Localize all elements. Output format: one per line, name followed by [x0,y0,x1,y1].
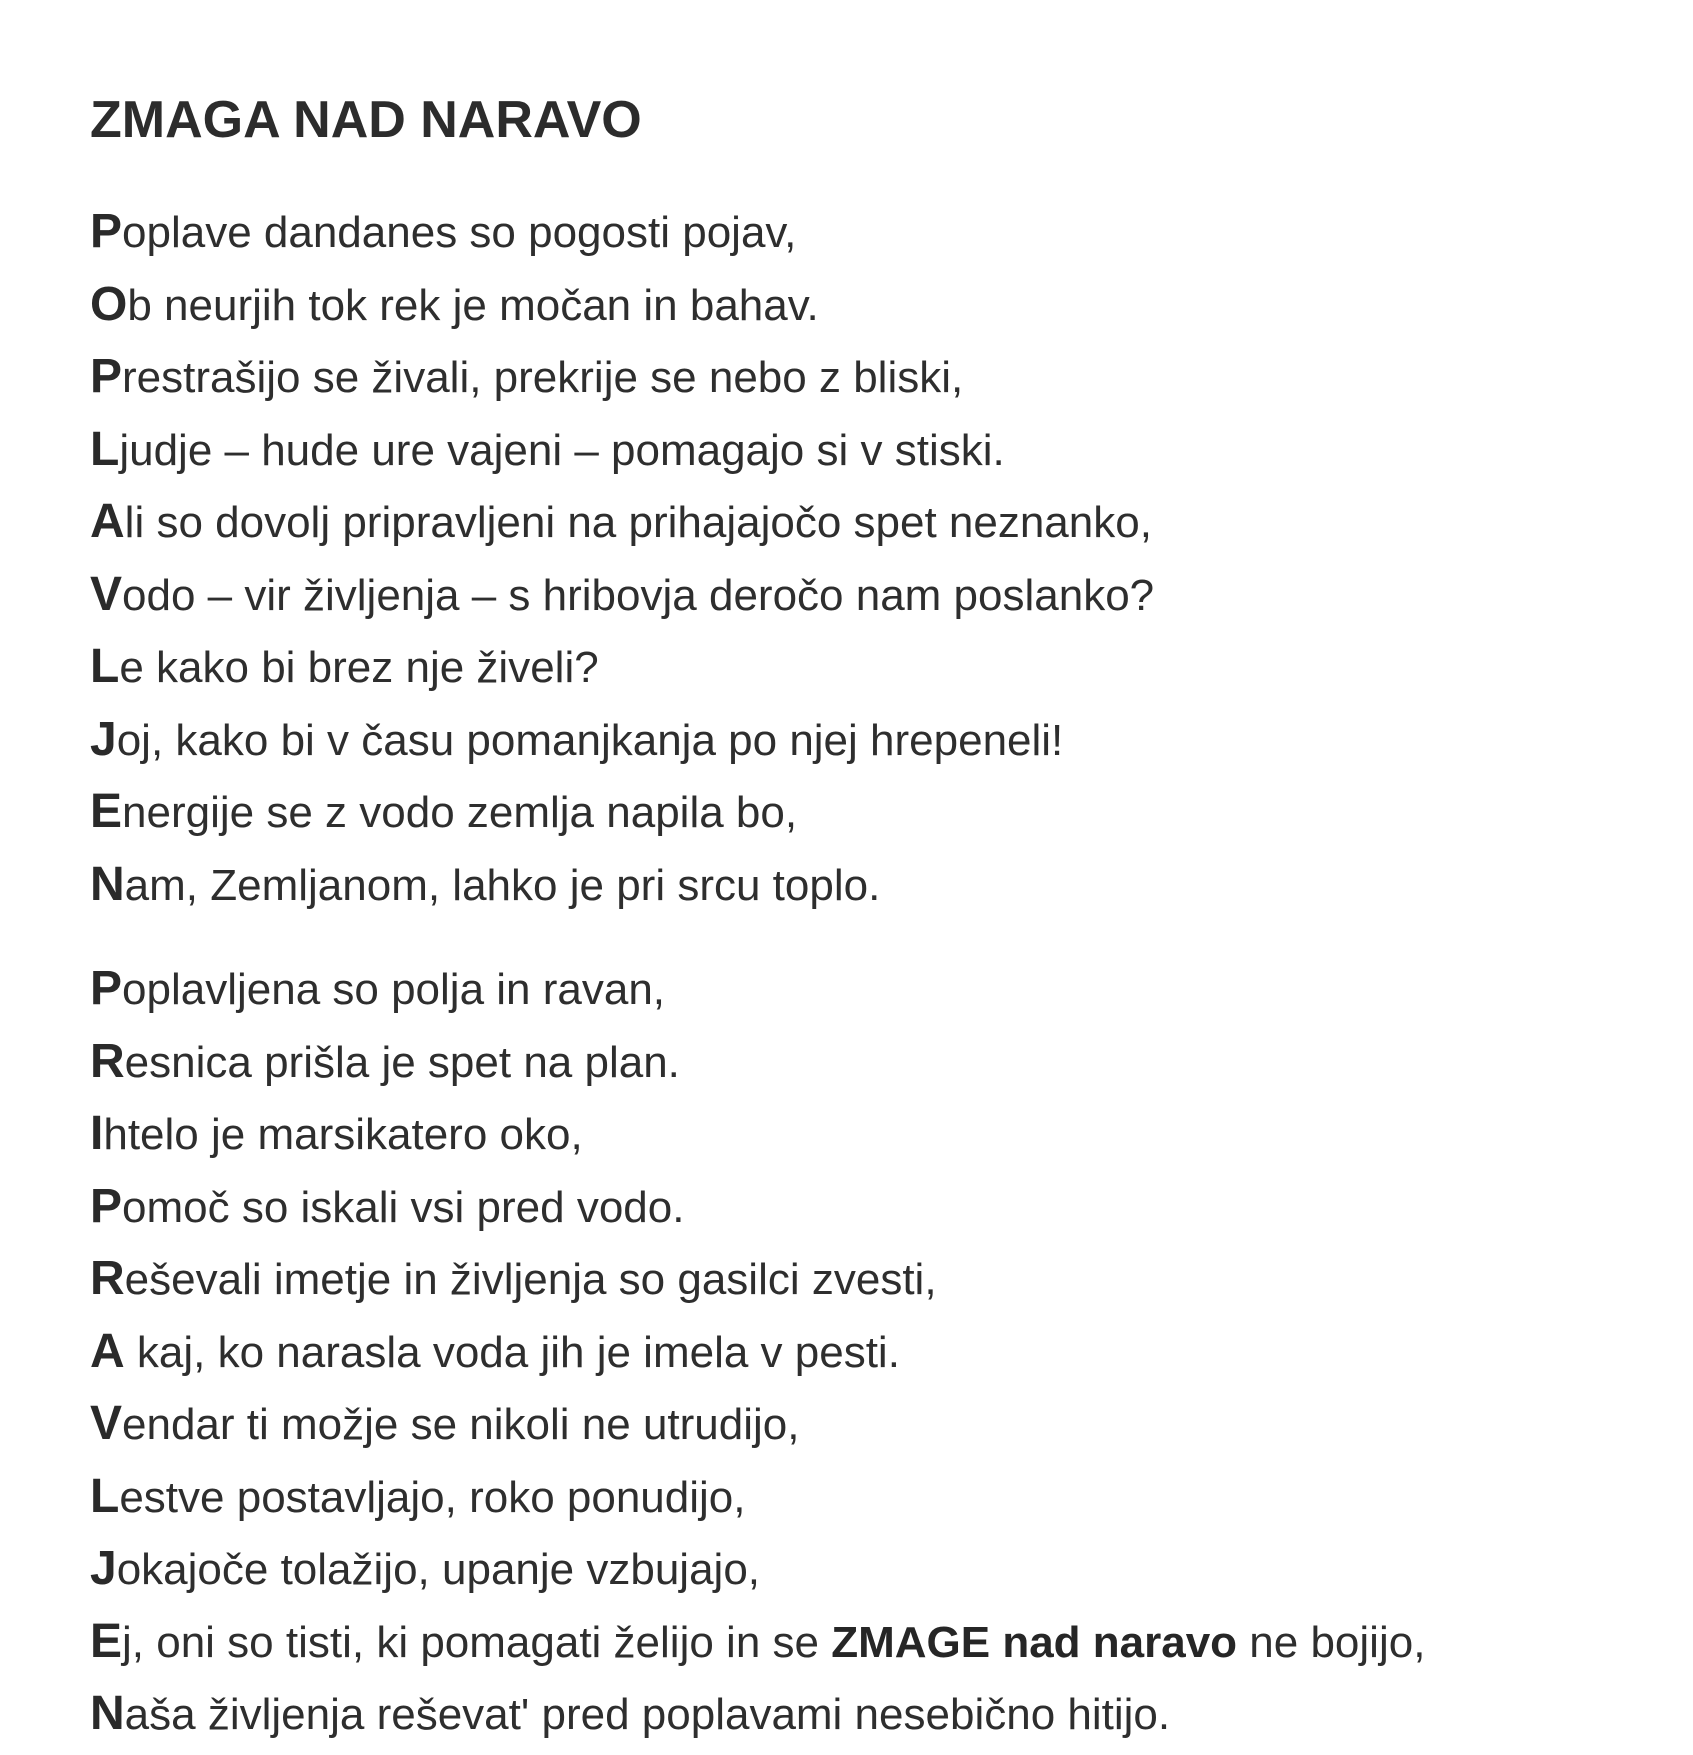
poem-line [90,849,1154,922]
line-text: aša življenja reševat' pred poplavami nesebično hitijo. [124,1690,1171,1739]
acrostic-initial: A [90,495,125,548]
acrostic-initial: J [90,712,117,766]
acrostic-initial: V [90,567,123,621]
poem-line [90,1026,1425,1099]
acrostic-initial: R [90,1252,125,1305]
acrostic-initial: P [90,1179,123,1233]
acrostic-initial: P [90,350,123,403]
line-text: endar ti možje se nikoli ne utrudijo, [122,1400,800,1449]
acrostic-initial: L [90,640,120,693]
poem-line [90,776,1154,849]
acrostic-initial: P [90,962,123,1015]
acrostic-initial: L [90,1469,120,1523]
line-text: oj, kako bi v času pomanjkanja po njej hrepeneli! [116,715,1064,765]
line-text: b neurjih tok rek je močan in bahav. [127,280,819,330]
line-text: esnica prišla je spet na plan. [124,1037,680,1087]
acrostic-initial: A [90,1324,125,1378]
line-text: eševali imetje in življenja so gasilci zvesti, [124,1255,937,1304]
acrostic-initial: I [90,1107,104,1160]
stanza-1 [90,196,1154,921]
poem-line [90,1533,1425,1606]
line-text: odo – vir življenja – s hribovja deročo nam poslanko? [122,570,1155,620]
poem-line [90,1316,1425,1389]
poem-line [90,953,1425,1026]
line-text: kaj, ko narasla voda jih je imela v pesti. [124,1327,900,1377]
line-text: restrašijo se živali, prekrije se nebo z bliski, [122,353,964,402]
poem-line [90,269,1154,342]
acrostic-initial: E [90,1614,123,1668]
acrostic-initial: O [90,277,128,331]
acrostic-initial: R [90,1034,125,1088]
acrostic-initial: L [90,422,120,476]
line-text: oplavljena so polja in ravan, [122,965,666,1014]
poem-line [90,414,1154,487]
acrostic-initial: P [90,205,123,258]
acrostic-initial: N [90,857,125,911]
acrostic-initial: V [90,1397,123,1450]
emphasized-phrase: ZMAGE nad naravo [831,1617,1238,1667]
line-text: e kako bi brez nje živeli? [119,643,599,692]
line-text: am, Zemljanom, lahko je pri srcu toplo. [124,860,881,910]
stanza-2 [90,953,1425,1751]
poem-line [90,1461,1425,1534]
poem-line [90,1098,1425,1171]
poem-line [90,1243,1425,1316]
line-text: judje – hude ure vajeni – pomagajo si v stiski. [119,425,1005,475]
acrostic-initial: E [90,785,123,838]
line-text-after: ne bojijo, [1237,1617,1426,1667]
line-text: estve postavljajo, roko ponudijo, [119,1472,746,1522]
line-text: li so dovolj pripravljeni na prihajajočo spet neznanko, [124,498,1152,547]
poem-line [90,559,1154,632]
line-text: nergije se z vodo zemlja napila bo, [122,788,798,837]
poem-line [90,1171,1425,1244]
poem-line [90,486,1154,559]
acrostic-initial: J [90,1542,117,1595]
line-text: htelo je marsikatero oko, [103,1110,583,1159]
poem-line [90,196,1154,269]
line-text: okajoče tolažijo, upanje vzbujajo, [116,1545,761,1594]
line-text: omoč so iskali vsi pred vodo. [122,1182,685,1232]
line-text: oplave dandanes so pogosti pojav, [122,208,797,257]
poem-line [90,1606,1425,1679]
poem-line [90,704,1154,777]
poem-line [90,631,1154,704]
line-text: j, oni so tisti, ki pomagati želijo in se [122,1617,832,1667]
poem-line [90,1388,1425,1461]
poem-title: ZMAGA NAD NARAVO [90,91,642,149]
poem-line [90,341,1154,414]
poem-line [90,1678,1425,1751]
acrostic-initial: N [90,1687,125,1740]
